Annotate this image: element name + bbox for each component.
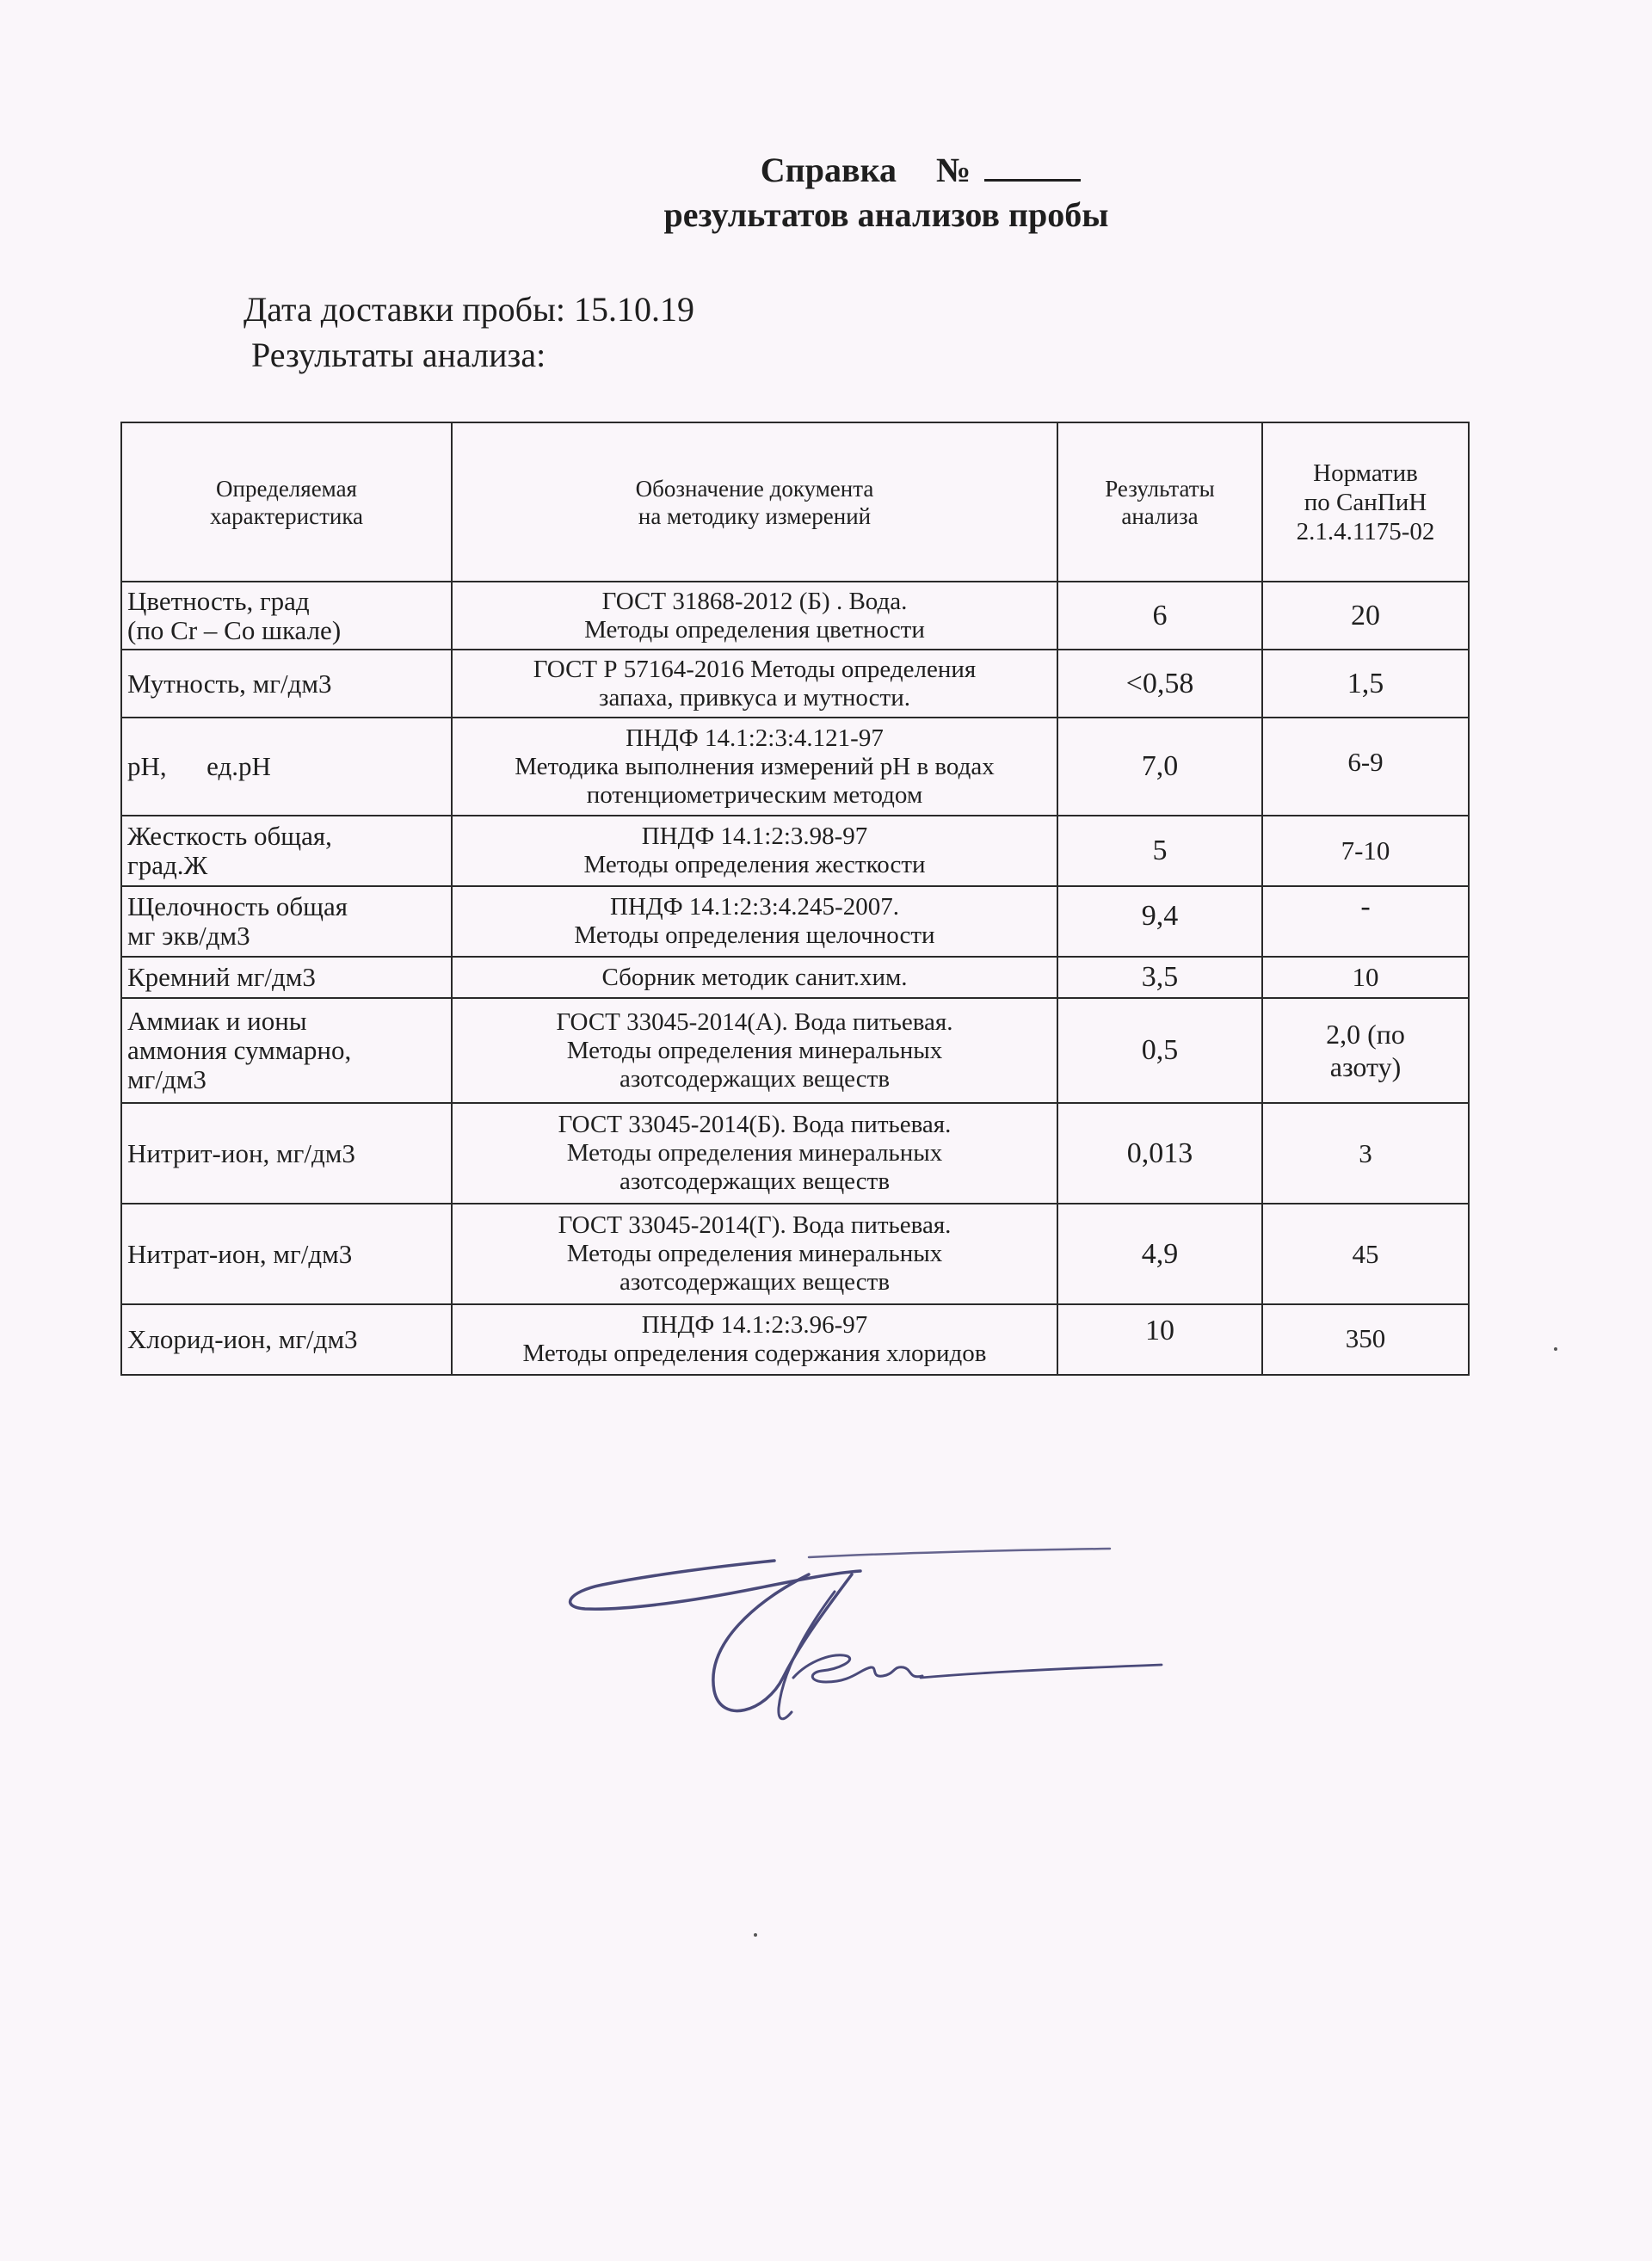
cell-line: азотсодержащих веществ (619, 1268, 891, 1296)
cell-line: 3 (1359, 1137, 1372, 1168)
cell-param (121, 816, 452, 886)
cell-line: ПНДФ 14.1:2:3:4.245-2007. (610, 893, 899, 921)
cell-line: Методы определения минеральных (566, 1036, 943, 1064)
cell-norm (1262, 718, 1469, 816)
cell-param (121, 650, 452, 718)
cell-norm (1262, 1103, 1469, 1204)
cell-line: Кремний мг/дм3 (127, 962, 316, 992)
cell-method (452, 1304, 1057, 1375)
header-param (121, 422, 452, 582)
cell-line: 45 (1352, 1238, 1379, 1269)
cell-norm (1262, 582, 1469, 650)
page-subtitle: результатов анализов пробы (663, 195, 1109, 234)
header-line: анализа (1121, 502, 1199, 529)
cell-line: ПНДФ 14.1:2:3:4.121-97 (626, 724, 884, 752)
cell-line: Нитрат-ион, мг/дм3 (127, 1238, 353, 1269)
cell-line: мг/дм3 (127, 1064, 206, 1094)
cell-result: 0,013 (1057, 1103, 1262, 1204)
header-line: на методику измерений (638, 502, 872, 529)
cell-line: ГОСТ 33045-2014(Г). Вода питьевая. (558, 1211, 952, 1239)
table-row (121, 886, 1469, 957)
signature-graphic (551, 1540, 1170, 1738)
cell-result: 9,4 (1057, 886, 1262, 957)
cell-line: Методы определения цветности (584, 615, 925, 644)
cell-param (121, 886, 452, 957)
number-label: № (936, 151, 971, 189)
header-line: характеристика (209, 502, 364, 529)
cell-line: потенциометрическим методом (586, 780, 923, 809)
header-line: Результаты (1105, 475, 1215, 502)
header-line: Обозначение документа (635, 475, 874, 502)
cell-param (121, 1204, 452, 1304)
header-line: Норматив (1313, 459, 1418, 487)
cell-method (452, 886, 1057, 957)
cell-line: Щелочность общая (127, 891, 348, 921)
cell-line: 6-9 (1347, 747, 1384, 777)
cell-line: Методы определения минеральных (566, 1139, 943, 1167)
header-method (452, 422, 1057, 582)
cell-method (452, 1204, 1057, 1304)
table-row (121, 1304, 1469, 1375)
cell-line: Аммиак и ионы (127, 1006, 307, 1036)
table-row (121, 1103, 1469, 1204)
cell-line: запаха, привкуса и мутности. (599, 683, 910, 712)
cell-method (452, 998, 1057, 1103)
cell-result: 7,0 (1057, 718, 1262, 816)
scan-speck (754, 1933, 757, 1937)
header-result (1057, 422, 1262, 582)
table-row (121, 650, 1469, 718)
cell-param (121, 1304, 452, 1375)
cell-method (452, 1103, 1057, 1204)
table-row (121, 816, 1469, 886)
cell-line: аммония суммарно, (127, 1035, 352, 1065)
cell-line: ПНДФ 14.1:2:3.96-97 (641, 1311, 868, 1339)
cell-line: Методика выполнения измерений pH в водах (515, 752, 995, 780)
cell-line: 10 (1352, 962, 1379, 992)
cell-norm (1262, 650, 1469, 718)
table-row (121, 582, 1469, 650)
cell-norm (1262, 1304, 1469, 1375)
cell-result: 4,9 (1057, 1204, 1262, 1304)
cell-param (121, 582, 452, 650)
cell-line: 7-10 (1341, 835, 1390, 866)
cell-line: 20 (1351, 599, 1380, 631)
cell-line: азотсодержащих веществ (619, 1167, 891, 1195)
cell-line: ГОСТ Р 57164-2016 Методы определения (533, 655, 977, 683)
cell-line: 1,5 (1347, 667, 1384, 699)
header-norm (1262, 422, 1469, 582)
results-table (120, 422, 1470, 1376)
cell-method (452, 816, 1057, 886)
cell-method (452, 957, 1057, 998)
cell-norm (1262, 1204, 1469, 1304)
cell-norm (1262, 998, 1469, 1103)
cell-line: Методы определения минеральных (566, 1240, 943, 1267)
header-line: Определяемая (216, 475, 357, 502)
cell-line: ГОСТ 33045-2014(А). Вода питьевая. (556, 1007, 953, 1036)
cell-line: ПНДФ 14.1:2:3.98-97 (641, 822, 868, 850)
cell-result: 0,5 (1057, 998, 1262, 1103)
cell-line: азотсодержащих веществ (619, 1064, 891, 1093)
cell-line: (по Cr – Co шкале) (127, 614, 342, 645)
cell-method (452, 582, 1057, 650)
cell-line: Цветность, град (127, 585, 310, 616)
cell-norm (1262, 886, 1469, 957)
cell-line: Жесткость общая, (127, 821, 332, 851)
cell-result: <0,58 (1057, 650, 1262, 718)
cell-line: Методы определения содержания хлоридов (522, 1340, 987, 1367)
title-line (0, 148, 1652, 193)
table-row (121, 957, 1469, 998)
delivery-date: Дата доставки пробы: 15.10.19 (243, 290, 695, 329)
cell-line: pH, ед.pH (127, 751, 271, 781)
document-title-block (0, 148, 1652, 237)
table-row (121, 1204, 1469, 1304)
results-heading: Результаты анализа: (251, 336, 546, 374)
page-title: Справка (760, 151, 897, 189)
cell-line: Нитрит-ион, мг/дм3 (127, 1137, 355, 1168)
cell-line: Хлорид-ион, мг/дм3 (127, 1324, 358, 1354)
table-header-row (121, 422, 1469, 582)
cell-param (121, 1103, 452, 1204)
cell-line: Сборник методик санит.хим. (601, 963, 908, 991)
header-line: по СанПиН (1304, 488, 1427, 516)
cell-result: 5 (1057, 816, 1262, 886)
cell-line: Мутность, мг/дм3 (127, 668, 332, 699)
cell-result: 3,5 (1057, 957, 1262, 998)
cell-norm (1262, 957, 1469, 998)
cell-line: Методы определения щелочности (574, 921, 935, 949)
cell-line: азоту) (1329, 1051, 1402, 1082)
scan-speck (1554, 1347, 1557, 1351)
cell-method (452, 650, 1057, 718)
cell-result: 6 (1057, 582, 1262, 650)
cell-norm (1262, 816, 1469, 886)
cell-line: - (1360, 890, 1371, 922)
cell-param (121, 957, 452, 998)
cell-line: 2,0 (по (1326, 1019, 1405, 1050)
cell-param (121, 718, 452, 816)
cell-line: ГОСТ 31868-2012 (Б) . Вода. (601, 587, 908, 615)
number-blank-line (984, 150, 1081, 182)
cell-param (121, 998, 452, 1103)
table-row (121, 718, 1469, 816)
cell-line: 350 (1345, 1323, 1386, 1353)
cell-line: Методы определения жесткости (583, 851, 926, 878)
cell-line: мг экв/дм3 (127, 921, 250, 951)
cell-line: град.Ж (127, 850, 208, 880)
cell-line: ГОСТ 33045-2014(Б). Вода питьевая. (558, 1111, 952, 1138)
cell-method (452, 718, 1057, 816)
cell-result: 10 (1057, 1304, 1262, 1375)
table-row (121, 998, 1469, 1103)
header-line: 2.1.4.1175-02 (1296, 517, 1435, 545)
